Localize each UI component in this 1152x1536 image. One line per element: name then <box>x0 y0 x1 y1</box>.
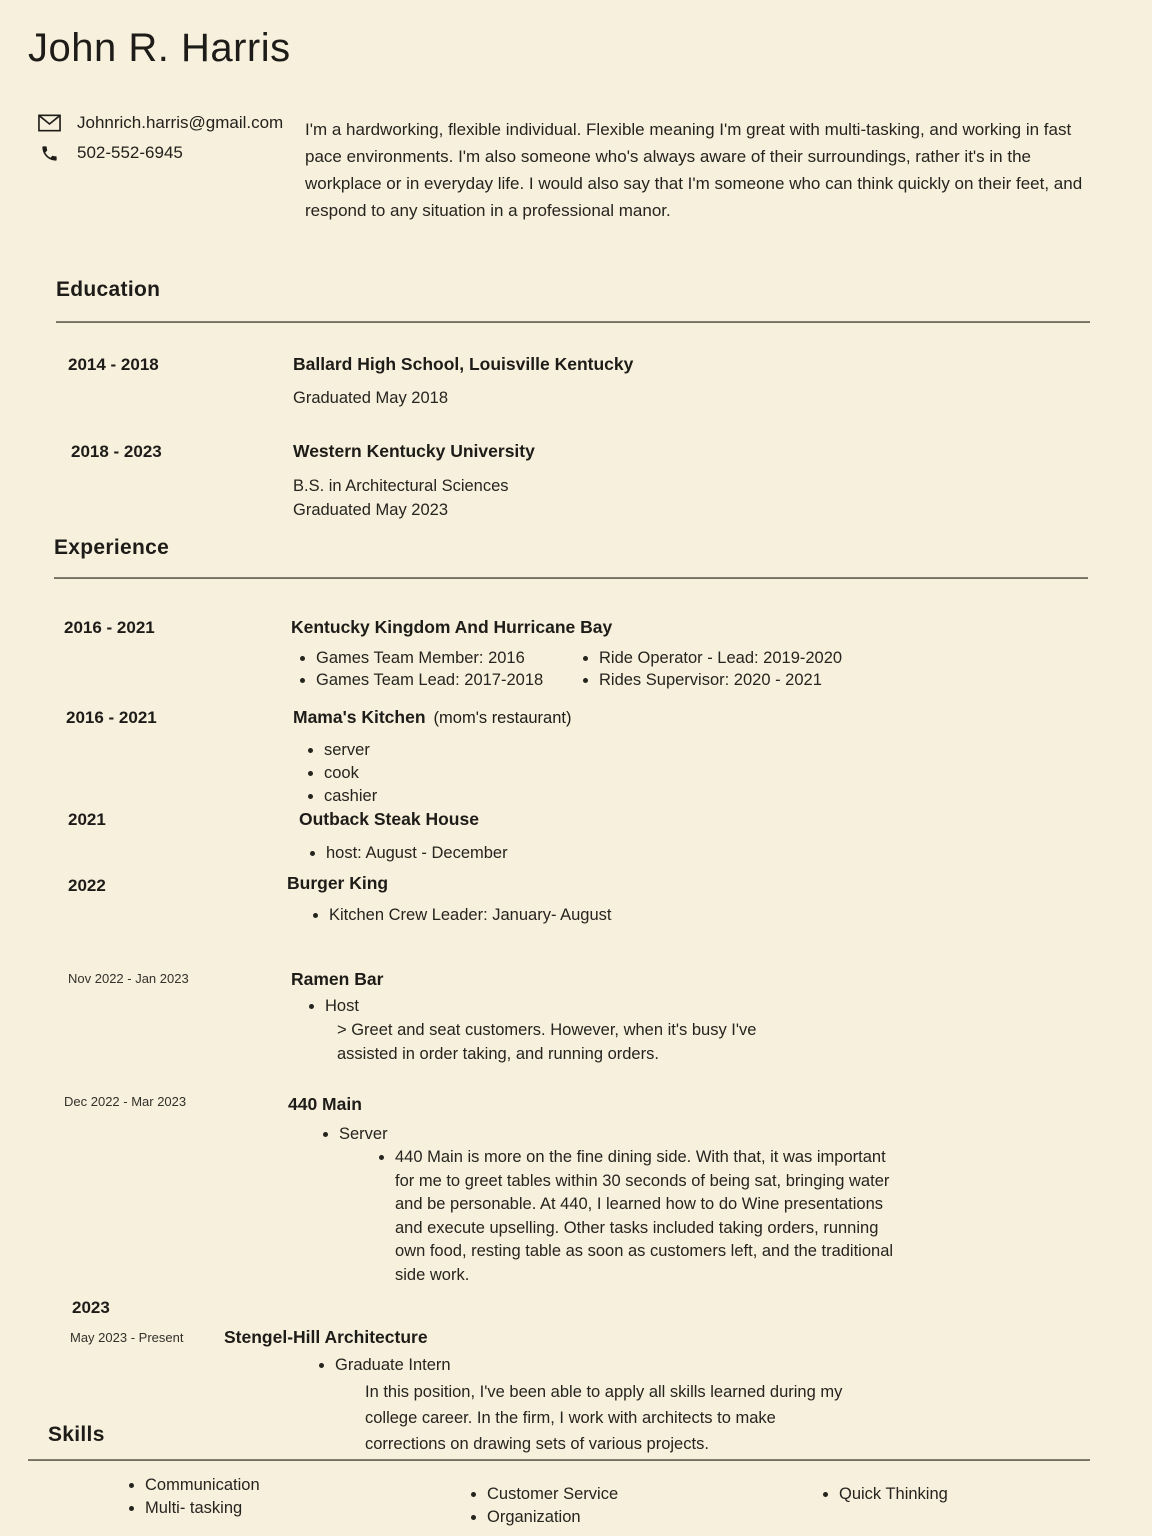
phone-icon <box>37 144 61 163</box>
experience-dates: Dec 2022 - Mar 2023 <box>64 1094 187 1109</box>
experience-dates: 2016 - 2021 <box>66 708 157 727</box>
experience-company: Ramen Bar <box>291 969 384 989</box>
experience-company: Stengel-Hill Architecture <box>224 1327 428 1347</box>
phone-text: 502-552-6945 <box>77 143 183 162</box>
experience-description: > Greet and seat customers. However, when it's busy I've assisted in order taking, and running orders. <box>337 1021 757 1063</box>
skill-item: • Organization <box>487 1507 618 1527</box>
skills-divider <box>28 1459 1090 1461</box>
experience-bullet: • Rides Supervisor: 2020 - 2021 <box>599 670 899 690</box>
experience-company: Kentucky Kingdom And Hurricane Bay <box>291 617 613 637</box>
skill-item: • Quick Thinking <box>839 1484 948 1504</box>
experience-bullet-list <box>582 648 899 692</box>
education-divider <box>56 321 1090 323</box>
experience-bullet-list <box>312 905 612 928</box>
skill-item: • Multi- tasking <box>145 1498 260 1518</box>
experience-company: Burger King <box>287 873 389 893</box>
summary-paragraph: I'm a hardworking, flexible individual. Flexible meaning I'm great with multi-tasking, and working in fast pace environments. I'm also someone who's always aware of their surroundings, rather it's in the workplace or in everyday life. I would also say that I'm someone who can think quickly on their feet, and respond to any situation in a professional manor. <box>305 120 1083 220</box>
education-detail: Graduated May 2023 <box>293 501 449 519</box>
experience-company <box>293 707 571 728</box>
experience-divider <box>54 577 1088 579</box>
experience-sub-bullet-list <box>378 1146 900 1290</box>
experience-bullet: • Server <box>339 1124 388 1144</box>
experience-bullet-list <box>322 1124 388 1147</box>
email-text: Johnrich.harris@gmail.com <box>77 113 284 132</box>
education-dates: 2014 - 2018 <box>68 355 159 374</box>
experience-dates: May 2023 - Present <box>70 1330 184 1345</box>
experience-description: In this position, I've been able to apply all skills learned during my college career. In the firm, I work with architects to make corrections on drawing sets of various projects. <box>365 1383 843 1453</box>
skill-item: • Customer Service <box>487 1484 618 1504</box>
skills-column <box>128 1475 260 1521</box>
experience-company: 440 Main <box>288 1094 362 1114</box>
education-dates: 2018 - 2023 <box>71 442 162 461</box>
experience-bullet-list <box>299 648 586 692</box>
company-name: Mama's Kitchen <box>293 707 426 727</box>
experience-bullet: • Host <box>325 996 359 1016</box>
experience-bullet: • Graduate Intern <box>335 1355 451 1375</box>
experience-bullet-list <box>318 1355 451 1378</box>
company-suffix: (mom's restaurant) <box>433 709 572 727</box>
experience-description: • 440 Main is more on the fine dining side. With that, it was important for me to greet tables within 30 seconds of being sat, bringing water and be personable. At 440, I learned how to do Wine presentations and execute upselling. Other tasks included taking orders, running own food, resting table as soon as customers left, and the traditional side work. <box>395 1146 900 1287</box>
experience-bullet: • Games Team Lead: 2017-2018 <box>316 670 586 690</box>
experience-bullet-list <box>309 843 508 866</box>
skills-heading: Skills <box>48 1423 105 1446</box>
experience-bullet: • host: August - December <box>326 843 508 863</box>
experience-dates: 2022 <box>68 876 106 895</box>
education-detail: Graduated May 2018 <box>293 389 449 407</box>
experience-bullet-list <box>307 740 377 809</box>
experience-bullet: • server <box>324 740 377 760</box>
experience-year-label: 2023 <box>72 1298 110 1317</box>
experience-bullet: • cashier <box>324 786 377 806</box>
experience-bullet: • Ride Operator - Lead: 2019-2020 <box>599 648 899 668</box>
experience-bullet: • cook <box>324 763 377 783</box>
envelope-icon <box>37 114 61 132</box>
contact-email-row <box>37 113 283 133</box>
education-school: Western Kentucky University <box>293 441 535 461</box>
experience-dates: 2021 <box>68 810 106 829</box>
contact-phone-row <box>37 143 183 163</box>
experience-company: Outback Steak House <box>299 809 479 829</box>
experience-bullet: • Kitchen Crew Leader: January- August <box>329 905 612 925</box>
experience-bullet-list <box>308 996 359 1019</box>
skills-column <box>822 1484 948 1507</box>
experience-bullet: • Games Team Member: 2016 <box>316 648 586 668</box>
person-name: John R. Harris <box>28 26 291 70</box>
education-heading: Education <box>56 278 161 301</box>
experience-dates: Nov 2022 - Jan 2023 <box>68 971 189 986</box>
experience-heading: Experience <box>54 536 170 559</box>
education-detail: B.S. in Architectural Sciences <box>293 477 509 495</box>
skills-column <box>470 1484 618 1530</box>
experience-dates: 2016 - 2021 <box>64 618 155 637</box>
skill-item: • Communication <box>145 1475 260 1495</box>
education-school: Ballard High School, Louisville Kentucky <box>293 354 634 374</box>
